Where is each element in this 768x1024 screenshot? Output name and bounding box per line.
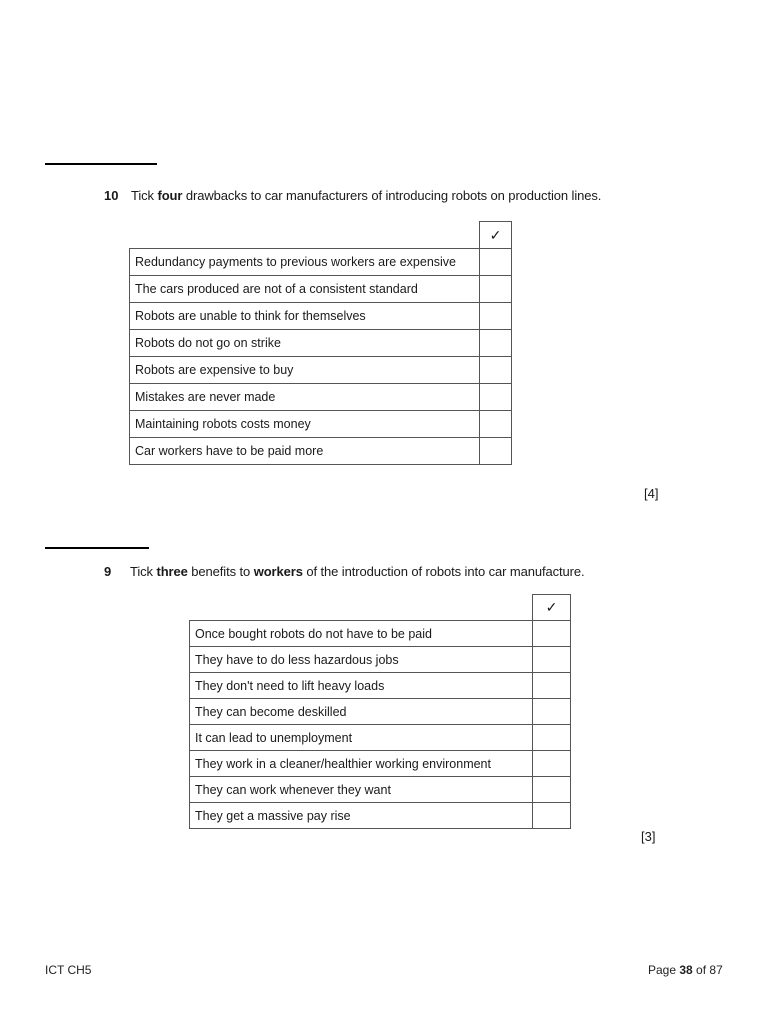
table-row-label: The cars produced are not of a consistent standard	[130, 276, 480, 303]
question-text: Tick three benefits to workers of the introduction of robots into car manufacture.	[130, 564, 585, 579]
table-row-label: They don't need to lift heavy loads	[190, 673, 533, 699]
table-row-label: They work in a cleaner/healthier working environment	[190, 751, 533, 777]
table-row-label: They have to do less hazardous jobs	[190, 647, 533, 673]
tick-box[interactable]	[533, 777, 571, 803]
tick-header: ✓	[533, 595, 571, 621]
table-row-label: They get a massive pay rise	[190, 803, 533, 829]
question-number: 9	[104, 564, 112, 579]
tick-box[interactable]	[533, 751, 571, 777]
question-text: Tick four drawbacks to car manufacturers of introducing robots on production lines.	[131, 188, 602, 203]
table-row-label: Robots are expensive to buy	[130, 357, 480, 384]
tick-box[interactable]	[480, 303, 512, 330]
table-row-label: It can lead to unemployment	[190, 725, 533, 751]
tick-box[interactable]	[533, 647, 571, 673]
tick-box[interactable]	[480, 249, 512, 276]
tick-header: ✓	[480, 222, 512, 249]
tick-box[interactable]	[480, 357, 512, 384]
tick-box[interactable]	[480, 384, 512, 411]
table-row-label: Robots do not go on strike	[130, 330, 480, 357]
table-row-label: Car workers have to be paid more	[130, 438, 480, 465]
tick-box[interactable]	[480, 330, 512, 357]
benefits-tick-table	[189, 594, 571, 829]
marks-label: [4]	[644, 486, 659, 501]
tick-box[interactable]	[480, 276, 512, 303]
table-row-label: Redundancy payments to previous workers are expensive	[130, 249, 480, 276]
tick-box[interactable]	[533, 803, 571, 829]
table-row-label: Maintaining robots costs money	[130, 411, 480, 438]
drawbacks-tick-table	[129, 221, 512, 465]
table-row-label: Robots are unable to think for themselves	[130, 303, 480, 330]
section-rule-top	[45, 163, 157, 165]
footer-chapter: ICT CH5	[45, 963, 92, 977]
table-row-label: Once bought robots do not have to be paid	[190, 621, 533, 647]
table-row-label: Mistakes are never made	[130, 384, 480, 411]
tick-box[interactable]	[480, 438, 512, 465]
footer-page-number: Page 38 of 87	[648, 963, 723, 977]
table-row-label: They can become deskilled	[190, 699, 533, 725]
tick-box[interactable]	[533, 725, 571, 751]
tick-box[interactable]	[533, 699, 571, 725]
table-row-label: They can work whenever they want	[190, 777, 533, 803]
marks-label: [3]	[641, 829, 656, 844]
tick-box[interactable]	[480, 411, 512, 438]
section-rule-middle	[45, 547, 149, 549]
tick-box[interactable]	[533, 673, 571, 699]
tick-box[interactable]	[533, 621, 571, 647]
question-number: 10	[104, 188, 119, 203]
